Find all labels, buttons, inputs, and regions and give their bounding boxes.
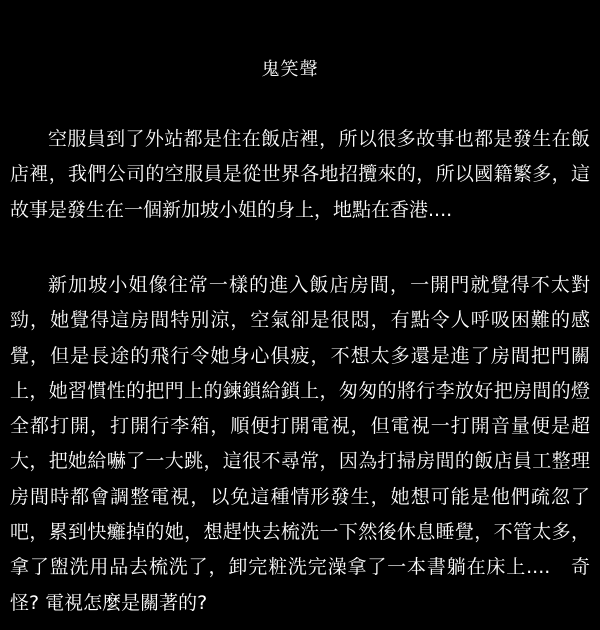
paragraph-2: 新加坡小姐像往常一樣的進入飯店房間，一開門就覺得不太對勁，她覺得這房間特別涼，空氣卻是很悶，有點令人呼吸困難的感覺，但是長途的飛行令她身心俱疲，不想太多還是進了房間把門關上，她習慣性的把門上的鍊鎖給鎖上，匆匆的將行李放好把房間的燈全都打開，打開行李箱，順便打開電視，但電視一打開音量便是超大，把她給嚇了一大跳，這很不尋常，因為打掃房間的飯店員工整理房間時都會調整電視，以免這種情形發生，她想可能是他們疏忽了吧，累到快癱掉的她，想趕快去梳洗一下然後休息睡覺，不管太多，拿了盥洗用品去梳洗了，卸完粧洗完澡拿了一本書躺在床上.... 奇怪? 電視怎麼是關著的? [10, 274, 590, 614]
paragraph-1: 空服員到了外站都是住在飯店裡，所以很多故事也都是發生在飯店裡，我們公司的空服員是從世界各地招攬來的，所以國籍繁多，這故事是發生在一個新加坡小姐的身上，地點在香港.... [10, 128, 590, 221]
story-title: 鬼笑聲 [261, 59, 319, 80]
